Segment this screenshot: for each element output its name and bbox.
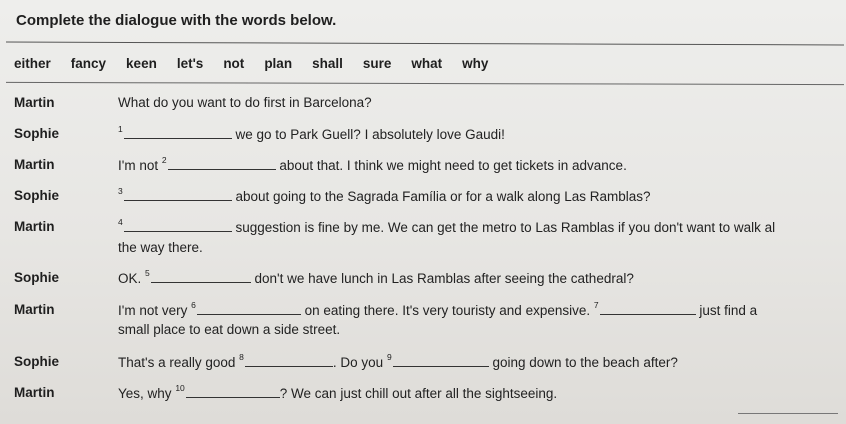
answer-blank[interactable] [186, 385, 280, 398]
divider-mid [6, 82, 844, 85]
gap-number: 10 [175, 383, 185, 393]
word-bank-item: not [223, 56, 245, 71]
dialogue-line: $^4$ suggestion is fine by me. We can get the metro to Las Ramblas if you don't want to walk al [118, 217, 776, 235]
dialogue-line: I'm not $^2$ about that. I think we might need to get tickets in advance. [118, 155, 627, 173]
divider-top [6, 42, 844, 46]
dialogue-line: That's a really good $^8$ . Do you $^9$ going down to the beach after? [118, 352, 678, 370]
word-bank-item: shall [312, 56, 343, 71]
gap-number: 6 [191, 300, 196, 310]
gap-number: 5 [145, 268, 150, 278]
speaker-name: Sophie [14, 188, 60, 203]
speaker-name: Martin [14, 219, 55, 234]
speaker-name: Martin [14, 157, 55, 172]
gap-number: 4 [118, 217, 123, 227]
speaker-name: Sophie [14, 126, 60, 141]
answer-blank[interactable] [151, 270, 251, 283]
speaker-name: Sophie [14, 354, 60, 369]
dialogue-line: OK. $^5$ don't we have lunch in Las Ramblas after seeing the cathedral? [118, 268, 634, 286]
dialogue-line: Yes, why $^{10}$ ? We can just chill out after all the sightseeing. [118, 383, 558, 401]
answer-blank[interactable] [600, 302, 696, 315]
gap-number: 2 [161, 155, 167, 165]
answer-blank[interactable] [124, 219, 232, 232]
answer-blank[interactable] [124, 188, 232, 201]
gap-number: 1 [118, 124, 123, 134]
word-bank-item: plan [264, 56, 293, 71]
gap-number: 3 [118, 186, 123, 196]
answer-blank[interactable] [393, 354, 489, 367]
gap-number: 9 [386, 352, 392, 362]
answer-blank[interactable] [197, 302, 301, 315]
answer-blank[interactable] [245, 354, 333, 367]
word-bank [14, 56, 508, 76]
word-bank-item: keen [126, 56, 157, 71]
footer-rule [738, 413, 838, 414]
dialogue-line: I'm not very $^6$ on eating there. It's very touristy and expensive. $^7$ just find a [118, 300, 758, 318]
dialogue-line: What do you want to do first in Barcelona? [118, 95, 372, 110]
gap-number: 7 [593, 300, 599, 310]
dialogue-line: $^1$ we go to Park Guell? I absolutely love Gaudi! [118, 124, 505, 142]
word-bank-item: fancy [70, 56, 107, 71]
answer-blank[interactable] [168, 157, 276, 170]
speaker-name: Martin [14, 385, 55, 400]
speaker-name: Martin [14, 302, 55, 317]
word-bank-item: sure [362, 56, 392, 71]
word-bank-item: why [462, 56, 489, 71]
dialogue-line-continued: the way there. [118, 240, 203, 255]
answer-blank[interactable] [124, 126, 232, 139]
gap-number: 8 [239, 352, 244, 362]
word-bank-item: either [14, 56, 51, 71]
speaker-name: Martin [14, 95, 55, 110]
dialogue-line-continued: small place to eat down a side street. [118, 322, 341, 337]
exercise-instruction: Complete the dialogue with the words below. [16, 12, 337, 29]
speaker-name: Sophie [14, 270, 60, 285]
word-bank-item: let's [176, 56, 204, 71]
dialogue-line: $^3$ about going to the Sagrada Família or for a walk along Las Ramblas? [118, 186, 651, 204]
word-bank-item: what [411, 56, 443, 71]
